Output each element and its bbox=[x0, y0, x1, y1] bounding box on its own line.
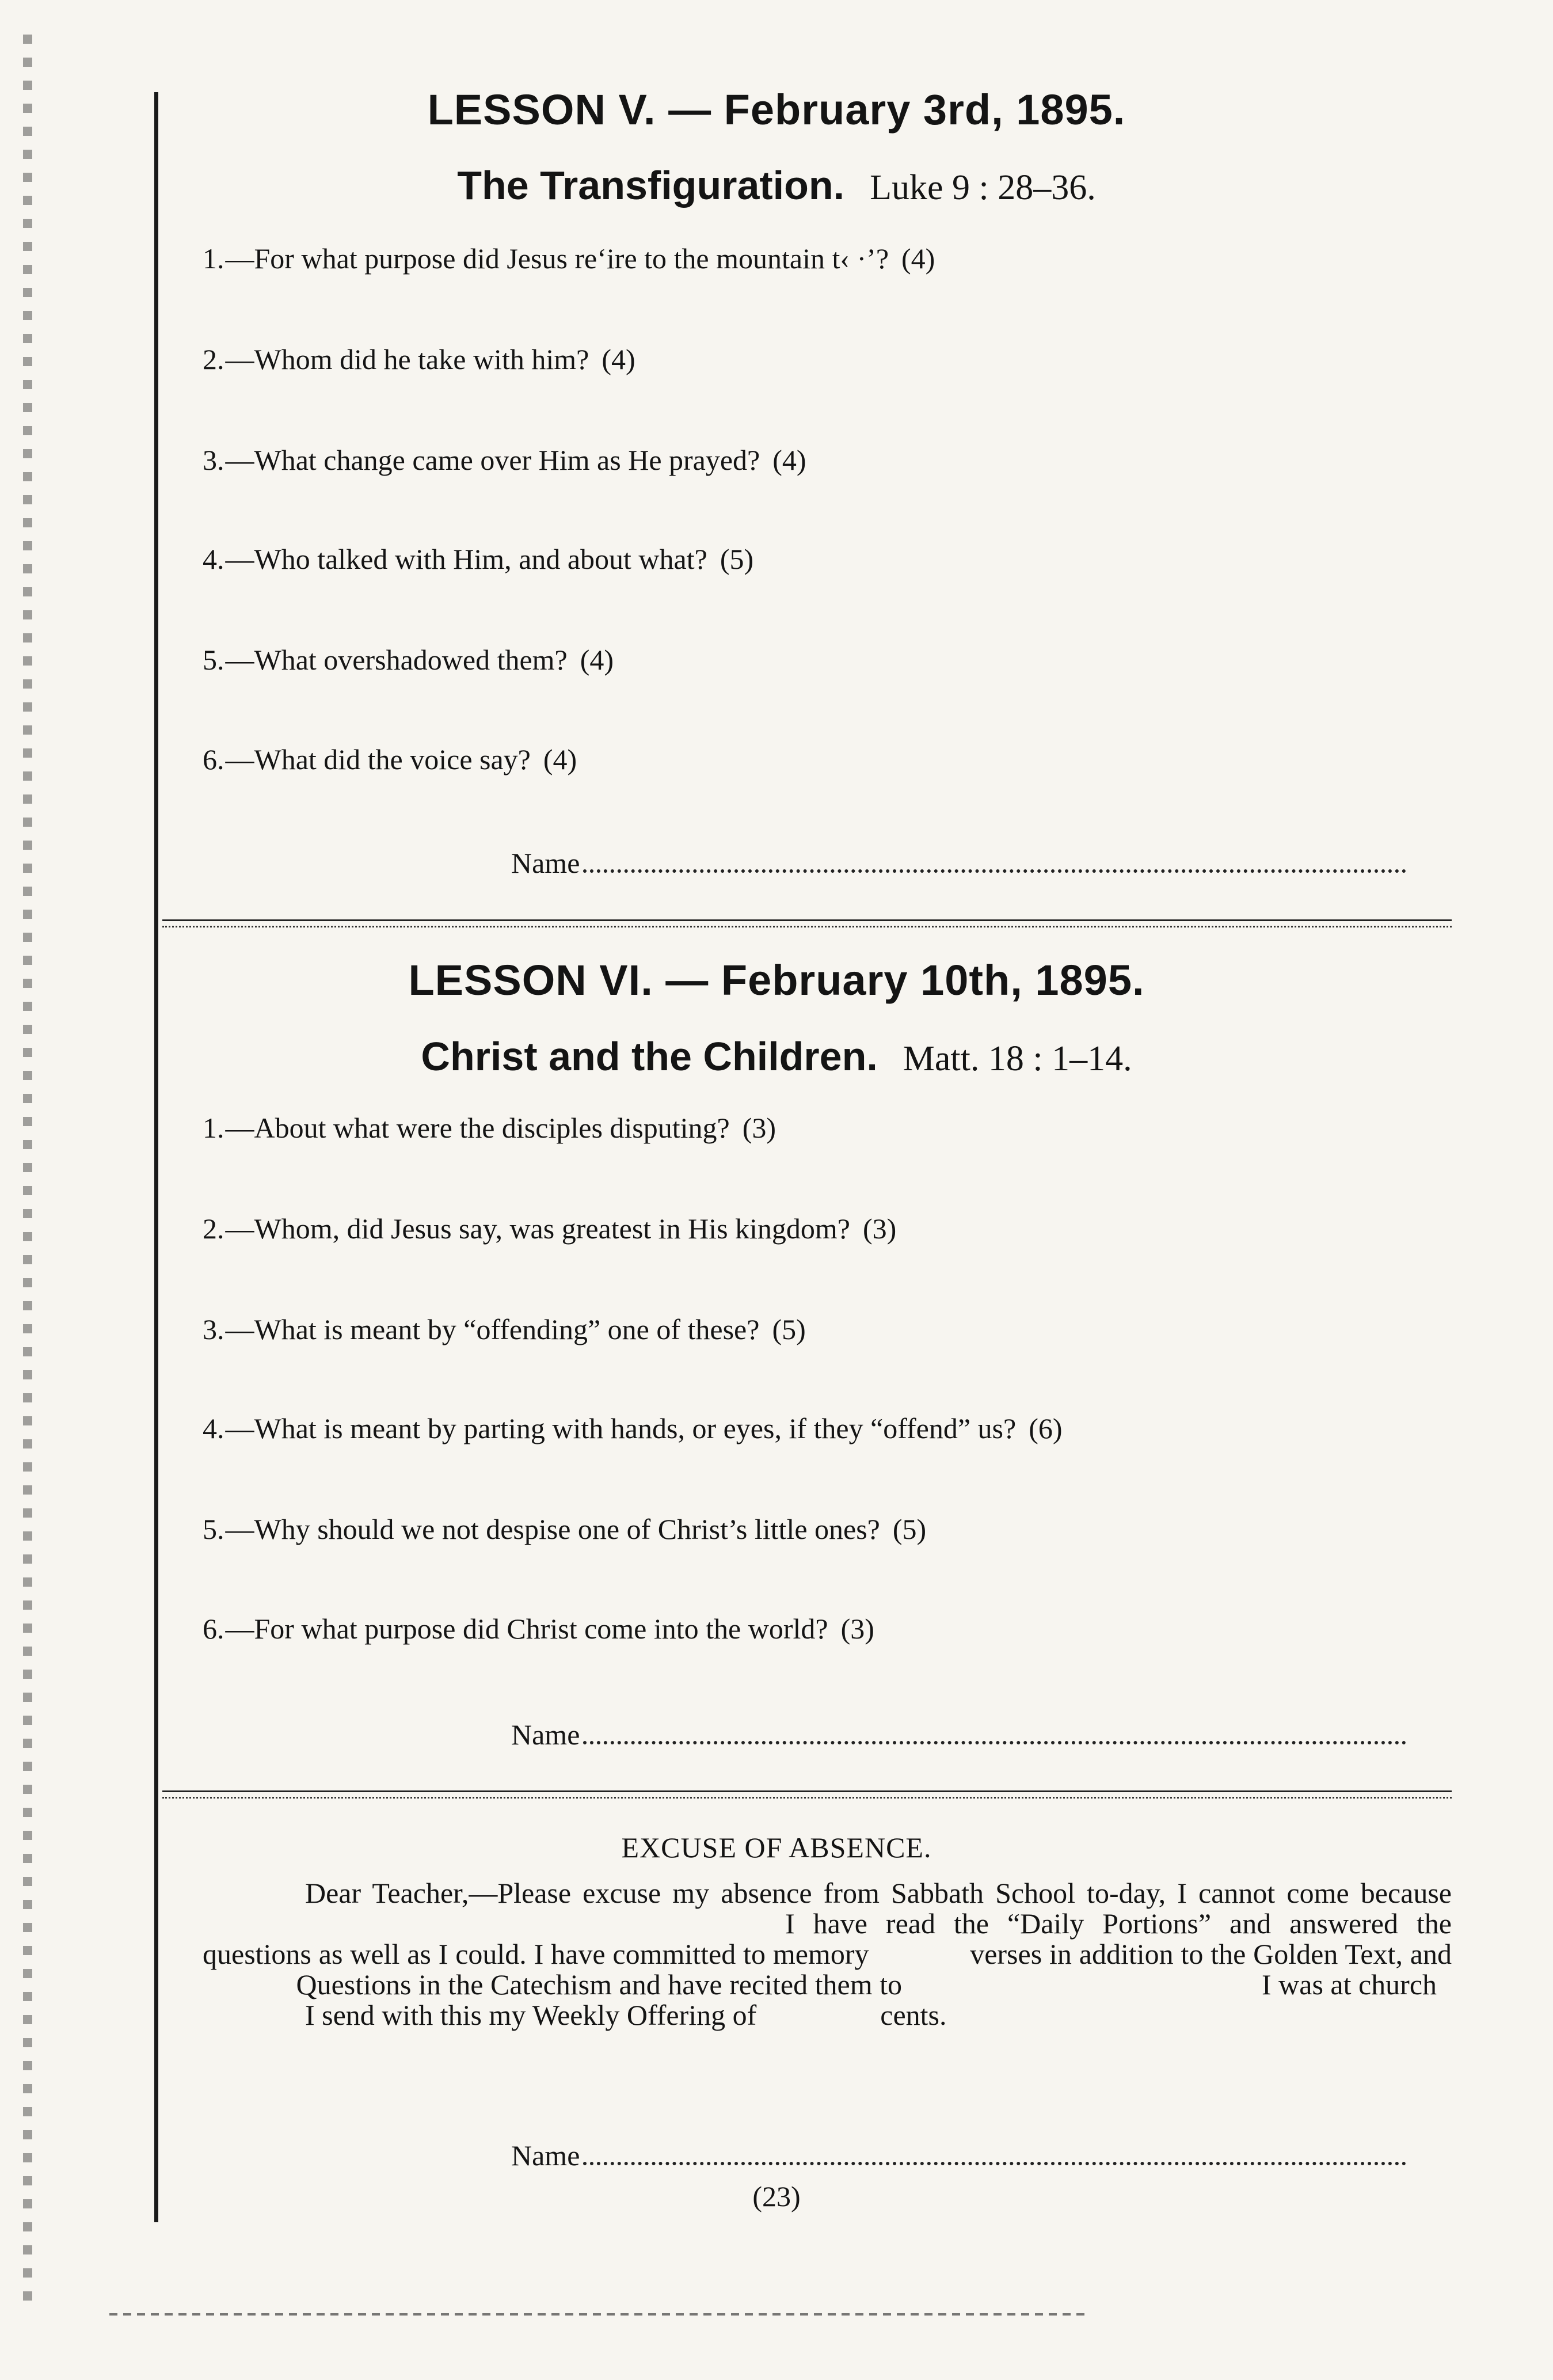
lesson-5-question-5 bbox=[203, 643, 614, 676]
question-text: —Whom did he take with him? bbox=[225, 343, 589, 375]
question-points: (4) bbox=[772, 444, 806, 476]
lesson-6-question-5 bbox=[203, 1512, 926, 1546]
question-text: —For what purpose did Jesus re‘ire to the mountain t‹ ·’? bbox=[225, 242, 889, 275]
lesson-6-reference: Matt. 18 : 1–14. bbox=[903, 1039, 1132, 1078]
lesson-5-title: LESSON V. — February 3rd, 1895. bbox=[427, 86, 1126, 134]
question-points: (5) bbox=[720, 543, 754, 575]
name-label: Name bbox=[511, 847, 580, 879]
question-points: (6) bbox=[1029, 1412, 1063, 1444]
question-number: 5. bbox=[203, 1513, 224, 1545]
question-number: 6. bbox=[203, 1613, 224, 1645]
question-points: (3) bbox=[742, 1112, 776, 1144]
excuse-text: I was at church bbox=[1262, 1968, 1437, 2001]
question-points: (3) bbox=[863, 1212, 897, 1245]
excuse-title: EXCUSE OF ABSENCE. bbox=[621, 1831, 932, 1864]
question-number: 5. bbox=[203, 644, 224, 676]
name-dotted-line bbox=[583, 1735, 1406, 1744]
excuse-text: cents. bbox=[880, 1999, 947, 2031]
lesson-6-question-4 bbox=[203, 1412, 1063, 1445]
lesson-5-question-1 bbox=[203, 242, 935, 275]
excuse-paragraph-2 bbox=[203, 2000, 1452, 2031]
excuse-text: verses in addition to the Golden Text, and bbox=[970, 1938, 1452, 1970]
question-points: (3) bbox=[840, 1613, 874, 1645]
lesson-5-subtitle: The Transfiguration. bbox=[457, 163, 845, 208]
question-number: 3. bbox=[203, 444, 224, 476]
question-text: —What change came over Him as He prayed? bbox=[225, 444, 760, 476]
lesson-6-title: LESSON VI. — February 10th, 1895. bbox=[408, 956, 1145, 1004]
excuse-name-line[interactable] bbox=[511, 2139, 1455, 2172]
lesson-6-question-3 bbox=[203, 1313, 806, 1346]
lesson-6-question-1 bbox=[203, 1111, 776, 1145]
excuse-text: I have read the “Daily Portions” and answered the questions as well as I could. I have committed to memory bbox=[203, 1907, 1452, 1970]
question-text: —What overshadowed them? bbox=[225, 644, 568, 676]
question-points: (4) bbox=[580, 644, 614, 676]
question-number: 4. bbox=[203, 1412, 224, 1444]
lesson-5-question-2 bbox=[203, 343, 635, 376]
margin-rule bbox=[154, 92, 158, 2222]
name-label: Name bbox=[511, 1719, 580, 1751]
question-number: 2. bbox=[203, 1212, 224, 1245]
lesson-6-question-6 bbox=[203, 1612, 874, 1645]
question-number: 2. bbox=[203, 343, 224, 375]
lesson-5-question-3 bbox=[203, 443, 806, 477]
lesson-5-subtitle-line bbox=[0, 162, 1553, 208]
excuse-text: Questions in the Catechism and have recited them to bbox=[296, 1968, 902, 2001]
section-divider bbox=[162, 1790, 1452, 1799]
lesson-6-subtitle-line bbox=[0, 1033, 1553, 1079]
question-points: (4) bbox=[602, 343, 635, 375]
scan-bottom-edge bbox=[109, 2313, 1088, 2316]
page-number: (23) bbox=[752, 2180, 801, 2212]
question-points: (5) bbox=[892, 1513, 927, 1545]
name-dotted-line bbox=[583, 864, 1406, 873]
question-number: 6. bbox=[203, 743, 224, 775]
lesson-6-question-2 bbox=[203, 1212, 896, 1245]
question-text: —For what purpose did Christ come into the world? bbox=[225, 1613, 828, 1645]
lesson-5-question-6 bbox=[203, 743, 577, 776]
excuse-paragraph-1 bbox=[203, 1878, 1452, 2000]
excuse-body bbox=[203, 1878, 1452, 2031]
question-points: (4) bbox=[543, 743, 577, 775]
lesson-6-name-line[interactable] bbox=[511, 1718, 1455, 1751]
scan-left-edge bbox=[23, 35, 32, 2309]
question-number: 1. bbox=[203, 242, 224, 275]
question-text: —What did the voice say? bbox=[225, 743, 531, 775]
question-text: —Why should we not despise one of Christ’s little ones? bbox=[225, 1513, 880, 1545]
question-text: —What is meant by parting with hands, or eyes, if they “offend” us? bbox=[225, 1412, 1017, 1444]
section-divider bbox=[162, 919, 1452, 927]
excuse-text: I send with this my Weekly Offering of bbox=[305, 1999, 757, 2031]
excuse-text: Dear Teacher,—Please excuse my absence from Sabbath School to-day, I cannot come because bbox=[305, 1877, 1452, 1909]
question-number: 4. bbox=[203, 543, 224, 575]
question-text: —Whom, did Jesus say, was greatest in His kingdom? bbox=[225, 1212, 850, 1245]
lesson-6-subtitle: Christ and the Children. bbox=[421, 1034, 878, 1079]
lesson-5-reference: Luke 9 : 28–36. bbox=[870, 168, 1096, 207]
name-label: Name bbox=[511, 2139, 580, 2172]
lesson-5-question-4 bbox=[203, 542, 753, 576]
question-points: (4) bbox=[901, 242, 935, 275]
question-number: 1. bbox=[203, 1112, 224, 1144]
name-dotted-line bbox=[583, 2156, 1406, 2165]
lesson-5-name-line[interactable] bbox=[511, 846, 1455, 880]
question-points: (5) bbox=[772, 1313, 806, 1345]
question-text: —Who talked with Him, and about what? bbox=[225, 543, 707, 575]
question-number: 3. bbox=[203, 1313, 224, 1345]
question-text: —About what were the disciples disputing? bbox=[225, 1112, 730, 1144]
question-text: —What is meant by “offending” one of these? bbox=[225, 1313, 760, 1345]
